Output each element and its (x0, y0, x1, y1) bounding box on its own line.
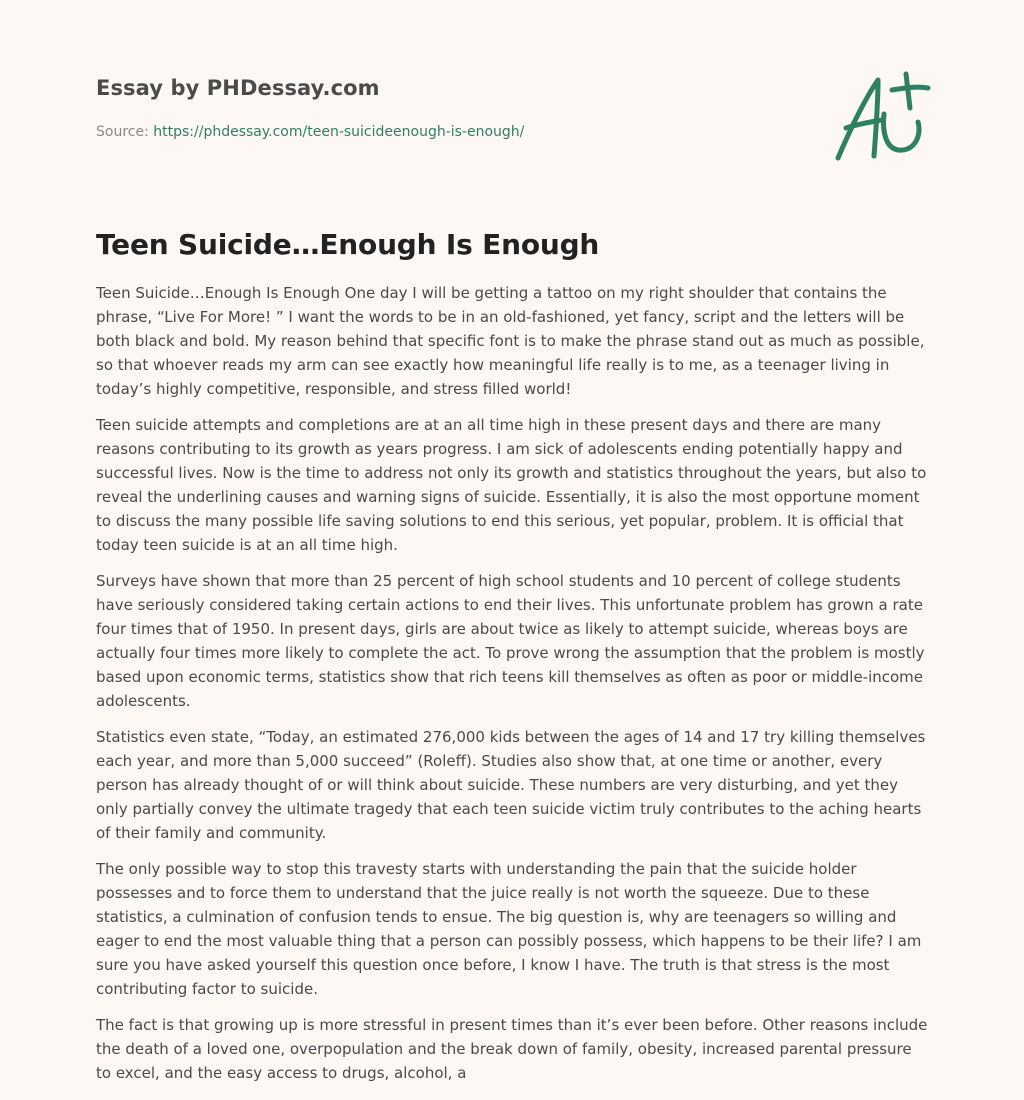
essay-paragraph: Teen suicide attempts and completions are at an all time high in these present days and there are many reasons contributing to its growth as years progress. I am sick of adolescents ending potentially happy and successful lives. Now is the time to address not only its growth and statistics throughout the years, but also to reveal the underlining causes and warning signs of suicide. Essentially, it is also the most opportune moment to discuss the many possible life saving solutions to end this serious, yet popular, problem. It is official that today teen suicide is at an all time high. (96, 416, 927, 554)
essay-paragraph: Surveys have shown that more than 25 percent of high school students and 10 percent of college students have seriously considered taking certain actions to end their lives. This unfortunate problem has grown a rate four times that of 1950. In present days, girls are about twice as likely to attempt suicide, whereas boys are actually four times more likely to complete the act. To prove wrong the assumption that the problem is mostly based upon economic terms, statistics show that rich teens kill themselves as often as poor or middle-income adolescents. (96, 572, 925, 710)
essay-paragraph: Teen Suicide…Enough Is Enough One day I will be getting a tattoo on my right shoulder that contains the phrase, “Live For More! ” I want the words to be in an old-fashioned, yet fancy, script and the letters will be both black and bold. My reason behind that specific font is to make the phrase stand out as much as possible, so that whoever reads my arm can see exactly how meaningful life really is to me, as a teenager living in today’s highly competitive, responsible, and stress filled world! (96, 284, 925, 398)
essay-paragraph: The fact is that growing up is more stressful in present times than it’s ever been before. Other reasons include the death of a loved one, overpopulation and the break down of family, obesity, increased parental pressure to excel, and the easy access to drugs, alcohol, a (96, 1016, 928, 1082)
essay-title: Teen Suicide…Enough Is Enough (96, 228, 600, 261)
essay-paragraph: The only possible way to stop this travesty starts with understanding the pain that the suicide holder possesses and to force them to understand that the juice really is not worth the squeeze. Due to these statistics, a culmination of confusion tends to ensue. The big question is, why are teenagers so willing and eager to end the most valuable thing that a person can possibly possess, which happens to be their life? I am sure you have asked yourself this question once before, I know I have. The truth is that stress is the most contributing factor to suicide. (96, 860, 922, 998)
source-label: Source: (96, 124, 154, 140)
page-header (96, 0, 928, 200)
essay-body (96, 281, 928, 1085)
brand-title: Essay by PHDessay.com (96, 76, 380, 100)
a-plus-grade-icon (830, 66, 934, 164)
source-link[interactable]: https://phdessay.com/teen-suicideenough-is-enough/ (153, 124, 525, 140)
source-line (96, 124, 524, 140)
essay-paragraph: Statistics even state, “Today, an estimated 276,000 kids between the ages of 14 and 17 try killing themselves each year, and more than 5,000 succeed” (Roleff). Studies also show that, at one time or another, every person has already thought of or will think about suicide. These numbers are very disturbing, and yet they only partially convey the ultimate tragedy that each teen suicide victim truly contributes to the aching hearts of their family and community. (96, 728, 926, 842)
